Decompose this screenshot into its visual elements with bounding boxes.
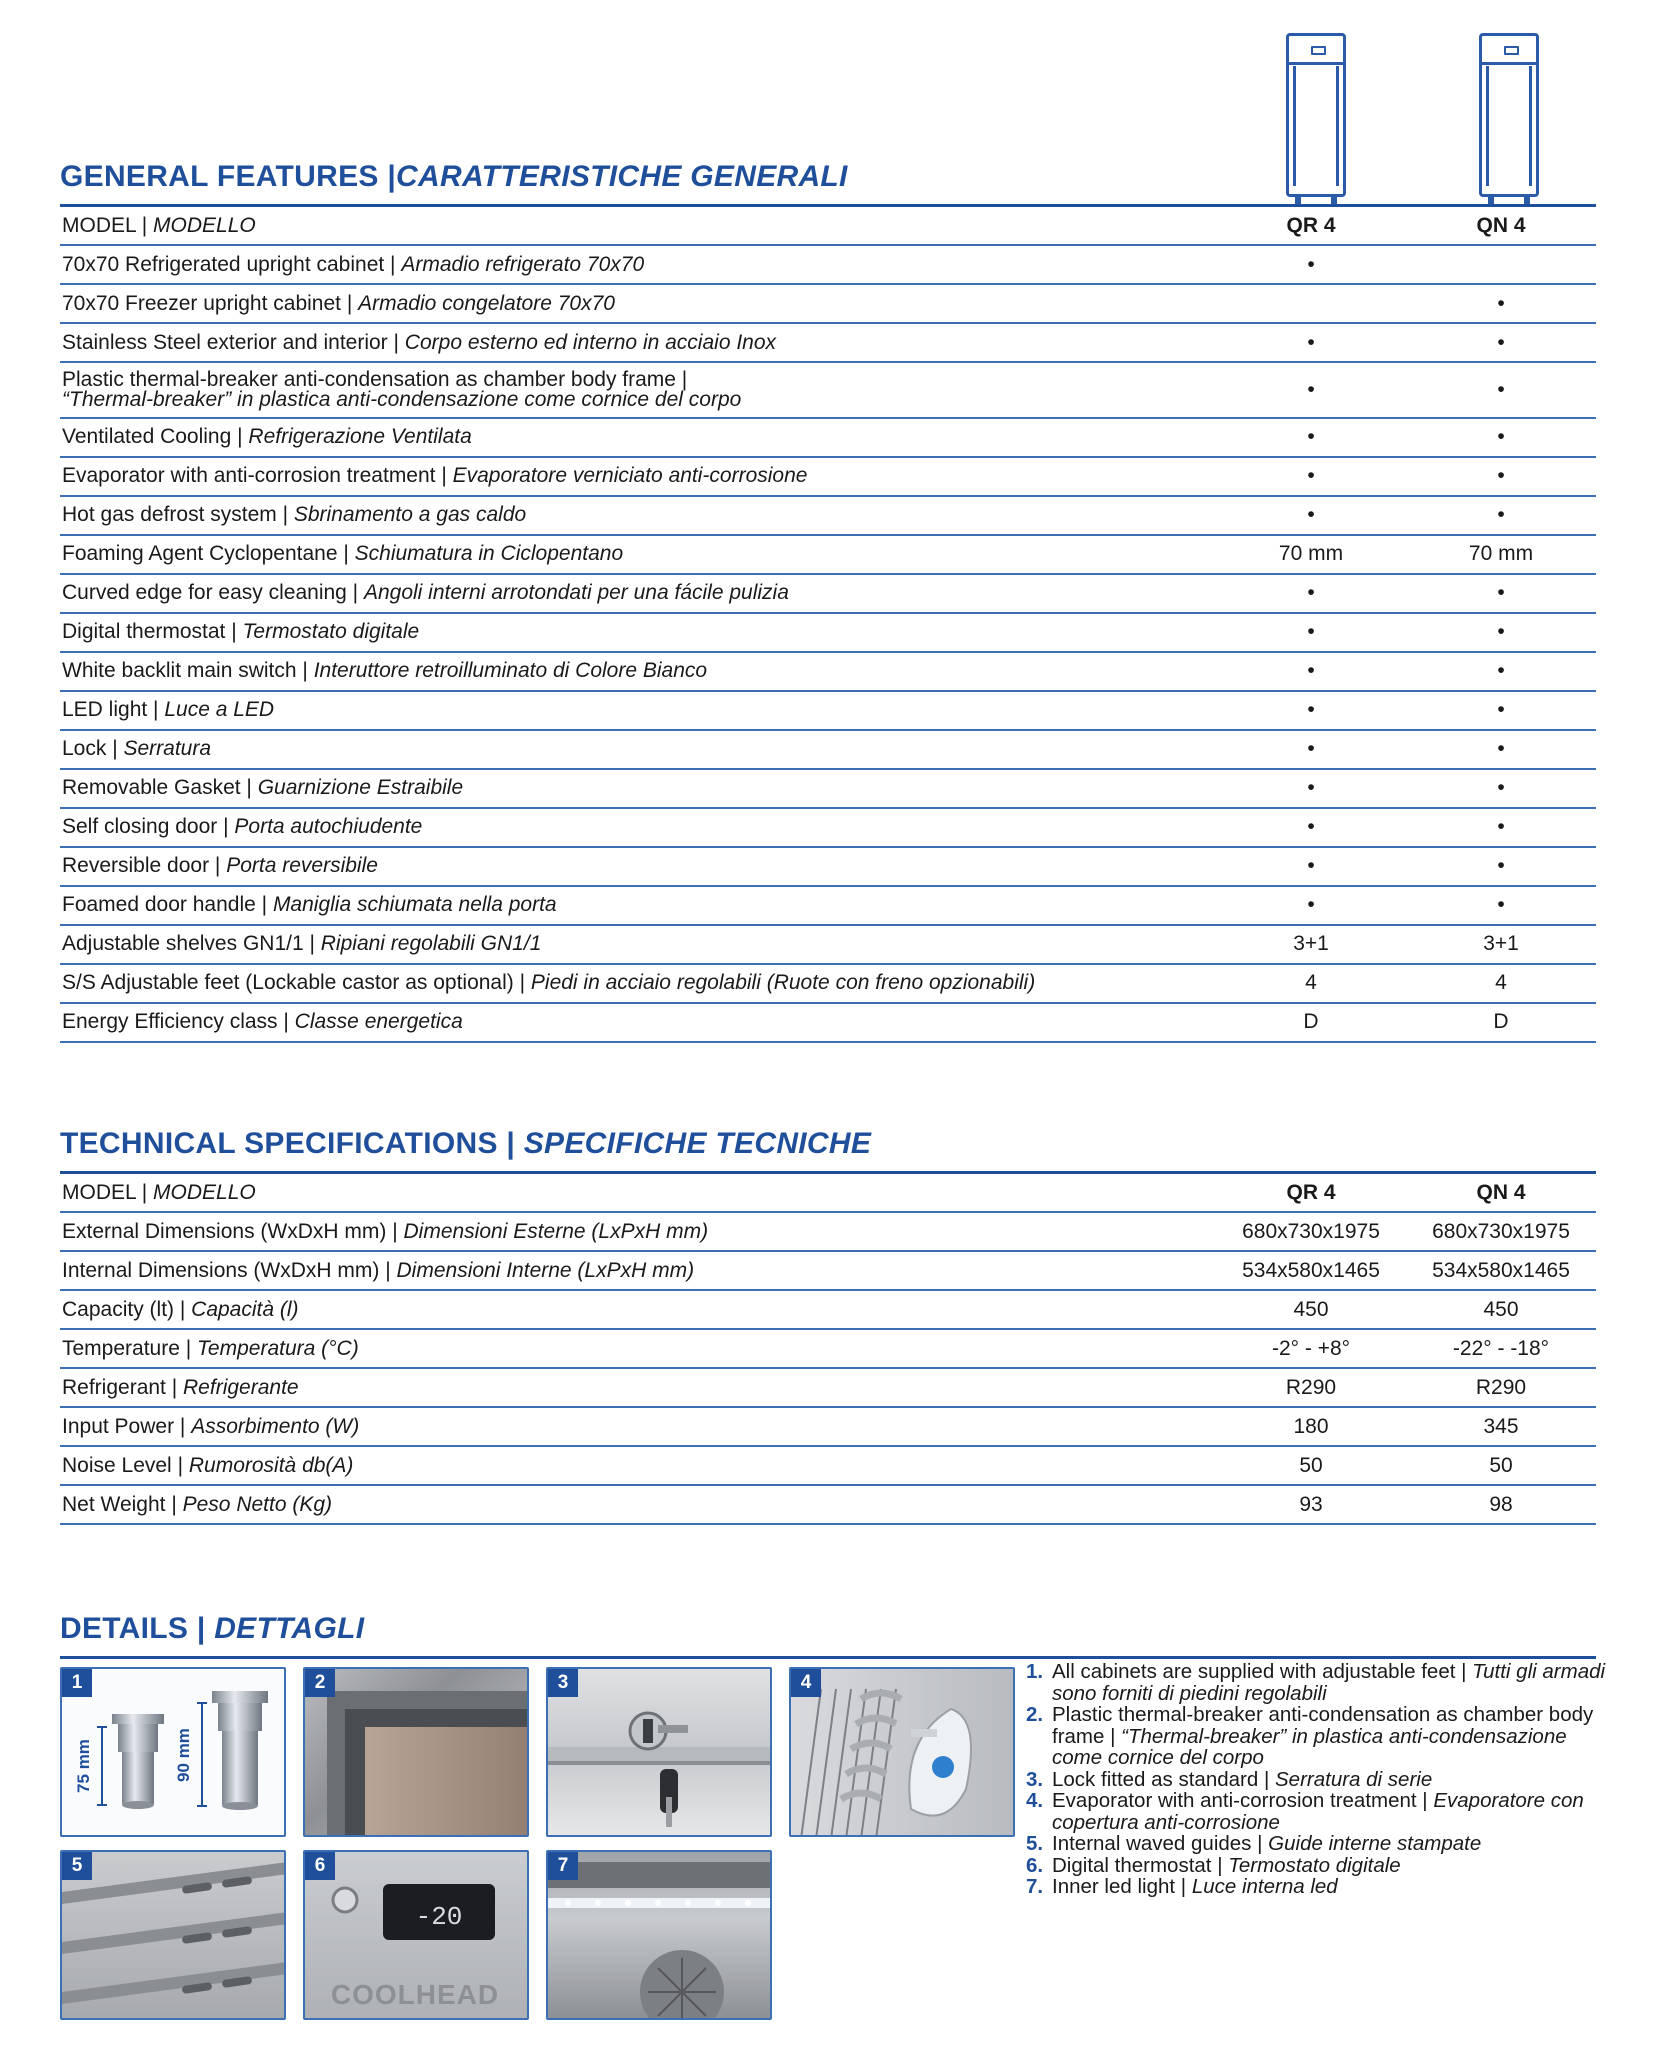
- detail-note: [1026, 1661, 1606, 1704]
- detail-note-text: [1052, 1876, 1338, 1898]
- row-label: Curved edge for easy cleaning | Angoli interni arrotondati per una fácile pulizia: [60, 574, 1216, 613]
- table-row: [60, 1368, 1596, 1407]
- thermostat-illustration: [305, 1852, 529, 2020]
- table-header-row: [60, 1174, 1596, 1212]
- row-label: Energy Efficiency class | Classe energetica: [60, 1003, 1216, 1042]
- value-qr4: [1216, 284, 1406, 323]
- value-qn4: 3+1: [1406, 925, 1596, 964]
- value-qr4: •: [1216, 769, 1406, 808]
- table-row: [60, 1485, 1596, 1524]
- row-label-en: LED light: [62, 698, 148, 722]
- detail-note: [1026, 1855, 1606, 1877]
- detail-note-number: 7.: [1026, 1875, 1044, 1898]
- value-qn4: •: [1406, 418, 1596, 457]
- row-label-en: Net Weight: [62, 1492, 166, 1516]
- row-label-it: Porta reversibile: [226, 854, 378, 878]
- row-label-en: Plastic thermal-breaker anti-condensation as chamber body frame |: [62, 367, 688, 391]
- row-label-en: S/S Adjustable feet (Lockable castor as optional): [62, 971, 514, 995]
- table-row: [60, 245, 1596, 284]
- value-qr4: •: [1216, 574, 1406, 613]
- row-label: S/S Adjustable feet (Lockable castor as optional) | Piedi in acciaio regolabili (Ruote con freno opzionabili): [60, 964, 1216, 1003]
- value-qr4: D: [1216, 1003, 1406, 1042]
- value-qn4: •: [1406, 496, 1596, 535]
- table-row: [60, 418, 1596, 457]
- adjustable-feet-illustration: [62, 1669, 286, 1837]
- value-qn4: •: [1406, 613, 1596, 652]
- table-row: [60, 1212, 1596, 1251]
- value-qn4: •: [1406, 652, 1596, 691]
- value-qn4: •: [1406, 574, 1596, 613]
- refrigerated-cabinet-icon: [1286, 33, 1346, 197]
- row-label: Adjustable shelves GN1/1 | Ripiani regolabili GN1/1: [60, 925, 1216, 964]
- row-label: Evaporator with anti-corrosion treatment | Evaporatore verniciato anti-corrosione: [60, 457, 1216, 496]
- waved-guides-illustration: [62, 1852, 286, 2020]
- table-row: [60, 769, 1596, 808]
- row-label: Self closing door | Porta autochiudente: [60, 808, 1216, 847]
- model-label-it: MODELLO: [153, 1180, 256, 1204]
- row-label: Stainless Steel exterior and interior | Corpo esterno ed interno in acciaio Inox: [60, 323, 1216, 362]
- detail-note-it: “Thermal-breaker” in plastica anti-condensazione come cornice del corpo: [1052, 1724, 1567, 1769]
- row-label-en: Adjustable shelves GN1/1: [62, 932, 304, 956]
- detail-photo-7-led-light: [546, 1850, 772, 2020]
- led-light-illustration: [548, 1852, 772, 2020]
- value-qn4: 50: [1406, 1446, 1596, 1485]
- detail-note: [1026, 1833, 1606, 1855]
- row-label: Refrigerant | Refrigerante: [60, 1368, 1216, 1407]
- row-label-it: Refrigerazione Ventilata: [248, 425, 472, 449]
- table-row: [60, 457, 1596, 496]
- table-row: [60, 964, 1596, 1003]
- row-label-it: Rumorosità db(A): [188, 1453, 354, 1477]
- value-qr4: •: [1216, 362, 1406, 418]
- row-label-en: External Dimensions (WxDxH mm): [62, 1219, 387, 1243]
- model-label: MODEL: [62, 1180, 136, 1204]
- value-qn4: 450: [1406, 1290, 1596, 1329]
- model-header-qr4: QR 4: [1216, 1174, 1406, 1212]
- row-label-en: White backlit main switch: [62, 659, 297, 683]
- detail-note-en: Lock fitted as standard |: [1052, 1767, 1270, 1791]
- row-label: Capacity (lt) | Capacità (l): [60, 1290, 1216, 1329]
- evaporator-illustration: [791, 1669, 1015, 1837]
- row-label-en: Capacity (lt): [62, 1297, 175, 1321]
- value-qr4: R290: [1216, 1368, 1406, 1407]
- row-label: Hot gas defrost system | Sbrinamento a gas caldo: [60, 496, 1216, 535]
- row-label-it: Capacità (l): [191, 1297, 299, 1321]
- detail-badge: 2: [305, 1669, 335, 1697]
- row-label: 70x70 Refrigerated upright cabinet | Armadio refrigerato 70x70: [60, 245, 1216, 284]
- table-row: [60, 1329, 1596, 1368]
- value-qr4: 680x730x1975: [1216, 1212, 1406, 1251]
- value-qr4: •: [1216, 730, 1406, 769]
- row-label-it: Sbrinamento a gas caldo: [293, 503, 527, 527]
- table-row: [60, 1290, 1596, 1329]
- row-label: Net Weight | Peso Netto (Kg): [60, 1485, 1216, 1524]
- value-qr4: 180: [1216, 1407, 1406, 1446]
- value-qr4: •: [1216, 613, 1406, 652]
- detail-badge: 7: [548, 1852, 578, 1880]
- row-label-it: Angoli interni arrotondati per una fácile pulizia: [363, 581, 789, 605]
- row-label-it: Piedi in acciaio regolabili (Ruote con freno opzionabili): [530, 971, 1036, 995]
- value-qn4: D: [1406, 1003, 1596, 1042]
- detail-note-en: Inner led light |: [1052, 1875, 1187, 1898]
- table-row: [60, 1251, 1596, 1290]
- value-qn4: •: [1406, 886, 1596, 925]
- row-label-it: Maniglia schiumata nella porta: [272, 893, 557, 917]
- value-qn4: -22° - -18°: [1406, 1329, 1596, 1368]
- detail-note-it: Luce interna led: [1191, 1875, 1338, 1898]
- value-qr4: •: [1216, 652, 1406, 691]
- value-qr4: •: [1216, 886, 1406, 925]
- table-row: [60, 652, 1596, 691]
- table-row: [60, 284, 1596, 323]
- row-label-en: Internal Dimensions (WxDxH mm): [62, 1258, 380, 1282]
- table-row: [60, 323, 1596, 362]
- detail-note-number: 4.: [1026, 1789, 1044, 1812]
- value-qr4: 450: [1216, 1290, 1406, 1329]
- value-qn4: 98: [1406, 1485, 1596, 1524]
- value-qn4: R290: [1406, 1368, 1596, 1407]
- value-qr4: 4: [1216, 964, 1406, 1003]
- details-title: DETAILS | DETTAGLI: [60, 1612, 365, 1645]
- value-qn4: •: [1406, 730, 1596, 769]
- detail-note: [1026, 1876, 1606, 1898]
- row-label-it: Evaporatore verniciato anti-corrosione: [452, 464, 808, 488]
- value-qn4: •: [1406, 457, 1596, 496]
- row-label-it: Schiumatura in Ciclopentano: [354, 542, 624, 566]
- table-row: [60, 1003, 1596, 1042]
- row-label: Input Power | Assorbimento (W): [60, 1407, 1216, 1446]
- table-row: [60, 730, 1596, 769]
- value-qr4: -2° - +8°: [1216, 1329, 1406, 1368]
- row-label: LED light | Luce a LED: [60, 691, 1216, 730]
- value-qr4: •: [1216, 691, 1406, 730]
- row-label-it: Luce a LED: [164, 698, 275, 722]
- model-label: MODEL: [62, 213, 136, 237]
- detail-note-en: Internal waved guides |: [1052, 1832, 1263, 1855]
- detail-note-number: 3.: [1026, 1767, 1044, 1791]
- row-label-it: Armadio refrigerato 70x70: [401, 252, 645, 276]
- row-label-it: Guarnizione Estraibile: [257, 776, 464, 800]
- value-qr4: •: [1216, 323, 1406, 362]
- value-qn4: •: [1406, 847, 1596, 886]
- technical-specifications-title: TECHNICAL SPECIFICATIONS | SPECIFICHE TECNICHE: [60, 1127, 872, 1160]
- row-label-it: “Thermal-breaker” in plastica anti-condensazione come cornice del corpo: [62, 387, 742, 411]
- table-row: [60, 691, 1596, 730]
- value-qn4: 345: [1406, 1407, 1596, 1446]
- detail-note-number: 1.: [1026, 1660, 1044, 1683]
- detail-note-number: 6.: [1026, 1853, 1044, 1877]
- row-label-en: Lock: [62, 737, 107, 761]
- value-qn4: •: [1406, 691, 1596, 730]
- model-header-qn4: QN 4: [1406, 207, 1596, 245]
- row-label-en: Evaporator with anti-corrosion treatment: [62, 464, 436, 488]
- detail-badge: 3: [548, 1669, 578, 1697]
- row-label-en: Self closing door: [62, 815, 218, 839]
- model-header-qn4: QN 4: [1406, 1174, 1596, 1212]
- value-qr4: •: [1216, 808, 1406, 847]
- table-row: [60, 362, 1596, 418]
- model-column-header: MODEL | MODELLO: [60, 1174, 1216, 1212]
- value-qn4: 534x580x1465: [1406, 1251, 1596, 1290]
- row-label: Temperature | Temperatura (°C): [60, 1329, 1216, 1368]
- table-row: [60, 496, 1596, 535]
- row-label: External Dimensions (WxDxH mm) | Dimensioni Esterne (LxPxH mm): [60, 1212, 1216, 1251]
- model-label-it: MODELLO: [153, 213, 256, 237]
- row-label-en: Stainless Steel exterior and interior: [62, 330, 388, 354]
- detail-note-text: [1052, 1790, 1606, 1833]
- row-label-it: Ripiani regolabili GN1/1: [320, 932, 542, 956]
- table-row: [60, 847, 1596, 886]
- table-row: [60, 808, 1596, 847]
- row-label: Noise Level | Rumorosità db(A): [60, 1446, 1216, 1485]
- detail-note: [1026, 1790, 1606, 1833]
- value-qn4: •: [1406, 362, 1596, 418]
- details-notes-list: [1026, 1661, 1606, 1898]
- detail-note-text: [1052, 1833, 1481, 1855]
- table-row: [60, 574, 1596, 613]
- freezer-cabinet-icon: [1479, 33, 1539, 197]
- detail-photo-5-waved-guides: [60, 1850, 286, 2020]
- row-label-it: Termostato digitale: [242, 620, 420, 644]
- row-label-it: Dimensioni Esterne (LxPxH mm): [403, 1219, 709, 1243]
- detail-photo-1-feet: [60, 1667, 286, 1837]
- model-column-header: MODEL | MODELLO: [60, 207, 1216, 245]
- detail-note-text: [1052, 1855, 1401, 1877]
- row-label: Foamed door handle | Maniglia schiumata nella porta: [60, 886, 1216, 925]
- general-features-title: GENERAL FEATURES |CARATTERISTICHE GENERALI: [60, 160, 848, 193]
- row-label-it: Peso Netto (Kg): [182, 1492, 333, 1516]
- row-label: 70x70 Freezer upright cabinet | Armadio congelatore 70x70: [60, 284, 1216, 323]
- row-label-en: Noise Level: [62, 1453, 172, 1477]
- value-qr4: 93: [1216, 1485, 1406, 1524]
- detail-badge: 4: [791, 1669, 821, 1697]
- value-qn4: 4: [1406, 964, 1596, 1003]
- detail-note-number: 5.: [1026, 1832, 1044, 1855]
- detail-note-it: Evaporatore con copertura anti-corrosione: [1052, 1789, 1584, 1834]
- row-label-en: Temperature: [62, 1336, 180, 1360]
- detail-note-it: Guide interne stampate: [1268, 1832, 1482, 1855]
- row-label-it: Armadio congelatore 70x70: [358, 291, 615, 315]
- table-row: [60, 613, 1596, 652]
- row-label: Removable Gasket | Guarnizione Estraibile: [60, 769, 1216, 808]
- table-row: [60, 925, 1596, 964]
- value-qr4: •: [1216, 457, 1406, 496]
- row-label-en: Removable Gasket: [62, 776, 241, 800]
- row-label: White backlit main switch | Interuttore retroilluminato di Colore Bianco: [60, 652, 1216, 691]
- value-qr4: •: [1216, 847, 1406, 886]
- row-label-en: 70x70 Refrigerated upright cabinet: [62, 252, 385, 276]
- value-qr4: 3+1: [1216, 925, 1406, 964]
- row-label: Lock | Serratura: [60, 730, 1216, 769]
- value-qr4: •: [1216, 496, 1406, 535]
- row-label-en: Refrigerant: [62, 1375, 166, 1399]
- detail-note-en: Evaporator with anti-corrosion treatment |: [1052, 1789, 1428, 1812]
- row-label: [60, 362, 1216, 418]
- row-label-it: Serratura: [123, 737, 212, 761]
- row-label-it: Dimensioni Interne (LxPxH mm): [396, 1258, 695, 1282]
- value-qn4: 680x730x1975: [1406, 1212, 1596, 1251]
- row-label-it: Refrigerante: [183, 1375, 299, 1399]
- table-row: [60, 886, 1596, 925]
- detail-note-text: [1052, 1704, 1606, 1769]
- row-label-en: Hot gas defrost system: [62, 503, 277, 527]
- thermostat-display-readout: -20: [415, 1902, 463, 1932]
- detail-note-en: Digital thermostat |: [1052, 1853, 1223, 1877]
- detail-note: [1026, 1769, 1606, 1791]
- value-qr4: •: [1216, 245, 1406, 284]
- value-qn4: •: [1406, 808, 1596, 847]
- value-qn4: •: [1406, 769, 1596, 808]
- detail-badge: 6: [305, 1852, 335, 1880]
- row-label-it: Assorbimento (W): [191, 1414, 360, 1438]
- feet-height-label-90: 90 mm: [174, 1728, 193, 1782]
- detail-note-en: All cabinets are supplied with adjustable feet |: [1052, 1660, 1467, 1683]
- coolhead-brand-logo: COOLHEAD: [330, 1979, 500, 2010]
- value-qr4: 534x580x1465: [1216, 1251, 1406, 1290]
- details-title-rule: [60, 1656, 1596, 1659]
- detail-badge: 5: [62, 1852, 92, 1880]
- row-label: Internal Dimensions (WxDxH mm) | Dimensioni Interne (LxPxH mm): [60, 1251, 1216, 1290]
- value-qn4: •: [1406, 284, 1596, 323]
- detail-photo-4-evaporator: [789, 1667, 1015, 1837]
- table-row: [60, 1446, 1596, 1485]
- row-label-en: Foaming Agent Cyclopentane: [62, 542, 338, 566]
- row-label-en: Input Power: [62, 1414, 175, 1438]
- detail-note-it: Serratura di serie: [1275, 1767, 1433, 1791]
- row-label-en: Ventilated Cooling: [62, 425, 232, 449]
- value-qn4: •: [1406, 323, 1596, 362]
- row-label-it: Porta autochiudente: [234, 815, 423, 839]
- row-label: Digital thermostat | Termostato digitale: [60, 613, 1216, 652]
- detail-badge: 1: [62, 1669, 92, 1697]
- lock-illustration: [548, 1669, 772, 1837]
- row-label-en: Energy Efficiency class: [62, 1010, 278, 1034]
- detail-note-number: 2.: [1026, 1703, 1044, 1726]
- table-row: [60, 535, 1596, 574]
- detail-note-it: Termostato digitale: [1228, 1853, 1401, 1877]
- row-label-en: Reversible door: [62, 854, 210, 878]
- value-qn4: 70 mm: [1406, 535, 1596, 574]
- value-qn4: [1406, 245, 1596, 284]
- detail-photo-3-lock: [546, 1667, 772, 1837]
- detail-note-en: Plastic thermal-breaker anti-condensation as chamber body frame |: [1052, 1703, 1594, 1748]
- row-label-it: Temperatura (°C): [197, 1336, 359, 1360]
- table-row: [60, 1407, 1596, 1446]
- row-label-en: Curved edge for easy cleaning: [62, 581, 347, 605]
- detail-note-text: [1052, 1661, 1606, 1704]
- row-label-it: Classe energetica: [294, 1010, 463, 1034]
- door-frame-illustration: [305, 1669, 529, 1837]
- detail-note-text: [1052, 1769, 1432, 1791]
- detail-note-it: Tutti gli armadi sono forniti di piedini regolabili: [1052, 1660, 1606, 1705]
- row-label-it: Interuttore retroilluminato di Colore Bianco: [313, 659, 708, 683]
- row-label: Reversible door | Porta reversibile: [60, 847, 1216, 886]
- row-label-en: Digital thermostat: [62, 620, 226, 644]
- row-label-it: Corpo esterno ed interno in acciaio Inox: [404, 330, 777, 354]
- feet-height-label-75: 75 mm: [74, 1739, 93, 1793]
- row-label-en: Foamed door handle: [62, 893, 256, 917]
- row-label: Foaming Agent Cyclopentane | Schiumatura in Ciclopentano: [60, 535, 1216, 574]
- model-header-qr4: QR 4: [1216, 207, 1406, 245]
- general-features-table: [60, 207, 1596, 1043]
- technical-specifications-table: [60, 1174, 1596, 1525]
- row-label-en: 70x70 Freezer upright cabinet: [62, 291, 341, 315]
- value-qr4: 50: [1216, 1446, 1406, 1485]
- table-header-row: [60, 207, 1596, 245]
- value-qr4: 70 mm: [1216, 535, 1406, 574]
- detail-photo-2-thermal-breaker: [303, 1667, 529, 1837]
- value-qr4: •: [1216, 418, 1406, 457]
- row-label: Ventilated Cooling | Refrigerazione Ventilata: [60, 418, 1216, 457]
- detail-note: [1026, 1704, 1606, 1769]
- detail-photo-6-thermostat: [303, 1850, 529, 2020]
